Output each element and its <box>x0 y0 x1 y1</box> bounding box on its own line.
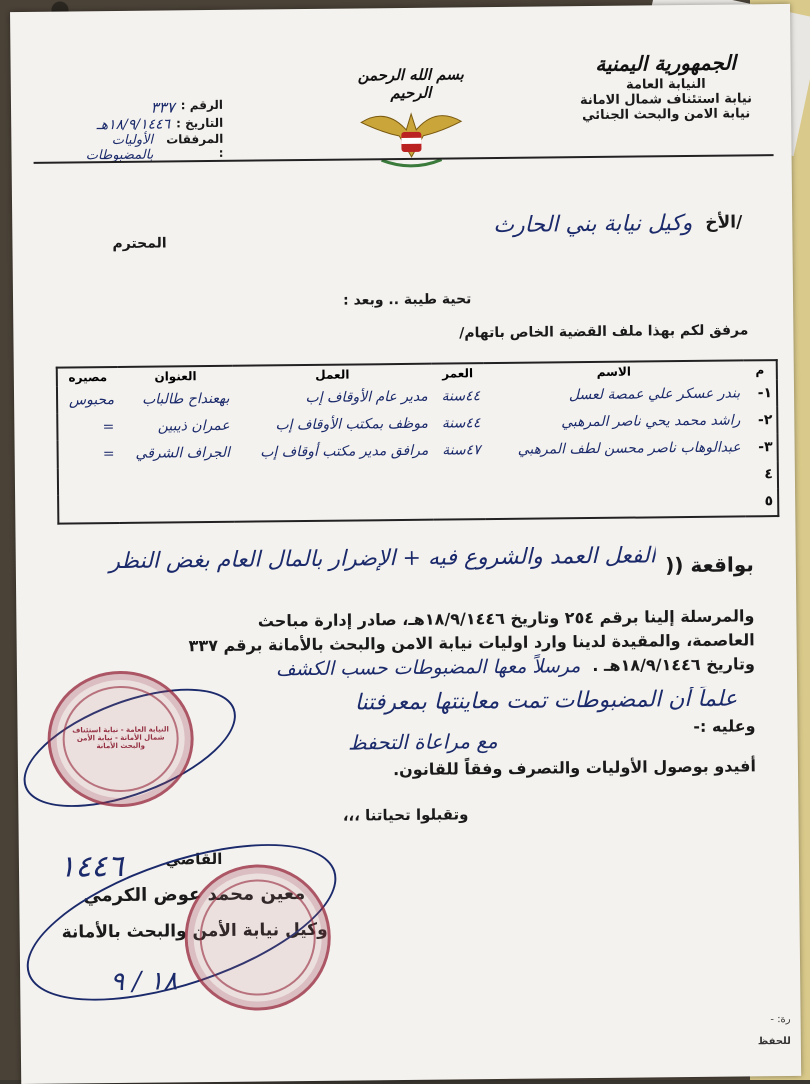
cell-address <box>119 493 235 523</box>
col-header-age: العمر <box>442 366 474 381</box>
republic-title: الجمهورية اليمنية <box>595 50 737 76</box>
cell-age: ٤٤سنة <box>441 414 481 432</box>
col-header-num: م <box>755 363 765 378</box>
date-label: التاريخ : <box>176 115 224 131</box>
cell-fate: = <box>102 418 115 435</box>
footer-line-2: للحفظ <box>757 1035 791 1048</box>
closing: وتقبلوا تحياتنا ،،، <box>342 805 469 825</box>
cell-name: عبدالوهاب ناصر محسن لطف المرهبي <box>517 439 741 458</box>
body-p2: العاصمة، والمقيدة لدينا وارد اوليات نيابة الامن والبحث بالأمانة برقم ٣٣٧ <box>188 630 755 656</box>
cell-num: ١- <box>757 384 773 401</box>
basmala: بسم الله الرحمن الرحيم <box>357 65 464 103</box>
cell-name <box>485 488 745 519</box>
cell-name <box>485 461 745 491</box>
hand-num: ١٤٤٦ <box>58 848 124 885</box>
ref-label: الرقم : <box>180 97 224 113</box>
cell-address: الجراف الشرقي <box>135 444 231 462</box>
cell-age <box>433 491 486 520</box>
cell-job <box>234 491 433 521</box>
cell-num: ٤ <box>764 466 773 483</box>
cell-fate <box>58 467 119 495</box>
hand-line-1: علماً أن المضبوطات تمت معاينتها بمعرفتنا <box>354 686 738 716</box>
col-header-fate: مصيره <box>68 370 108 385</box>
header-org <box>560 50 771 123</box>
cell-address: بهعنداح طالباب <box>141 390 230 408</box>
cell-job: موظف بمكتب الأوقاف إب <box>275 415 429 434</box>
cell-fate: محبوس <box>68 391 115 409</box>
attach-label: المرفقات : <box>166 131 224 160</box>
eagle-emblem-icon <box>351 101 472 172</box>
body-p1: والمرسلة إلينا برقم ٢٥٤ وتاريخ ١٨/٩/١٤٤٦هـ، صادر إدارة مباحث <box>257 606 755 631</box>
date-value: ١٨/٩/١٤٤٦هـ <box>96 116 171 134</box>
col-header-name: الاسم <box>596 364 632 379</box>
suspects-table <box>56 359 780 525</box>
col-header-job: العمل <box>315 367 350 382</box>
incident-value: الفعل العمد والشروع فيه + الإضرار بالمال العام بغض النظر <box>109 543 656 575</box>
cell-fate <box>58 495 119 524</box>
to-value: وكيل نيابة بني الحارث <box>493 210 693 239</box>
cell-age <box>432 464 485 492</box>
ref-value: ٣٣٧ <box>150 98 175 117</box>
cell-job <box>234 464 433 493</box>
hand-num-2: ١٨ / ٩ <box>110 966 178 998</box>
to-label: الأخ/ <box>705 212 743 233</box>
signature-name: معين محمد عوض الكرمي <box>83 883 306 907</box>
cell-job: مرافق مدير مكتب أوقاف إب <box>260 442 429 461</box>
footer-line-1: رة: - <box>770 1013 791 1026</box>
cell-num: ٥ <box>764 493 774 510</box>
body-p3: وتاريخ ١٨/٩/١٤٤٦هـ . <box>592 654 755 676</box>
stamp-text: النيابة العامة - نيابة استئناف شمال الأمانة - نيابة الأمن والبحث الأمانة <box>72 725 169 751</box>
cell-address <box>119 466 235 494</box>
col-header-address: العنوان <box>154 369 197 384</box>
cell-age: ٤٤سنة <box>441 387 481 405</box>
org-line-2: نيابة استئناف شمال الامانة <box>579 91 753 109</box>
cell-num: ٢- <box>757 411 773 429</box>
hand-line-2: مع مراعاة التحفظ <box>347 729 498 755</box>
signature-title: القاضي <box>165 849 223 869</box>
greeting: تحية طيبة .. وبعد : <box>342 291 472 309</box>
cell-job: مدير عام الأوقاف إب <box>305 388 428 406</box>
org-line-1: النيابة العامة <box>625 76 706 93</box>
letter-page <box>10 4 801 1084</box>
attach-sentence: مرفق لكم بهذا ملف القضية الخاص باتهام/ <box>459 322 749 342</box>
incident-label: بواقعة (( <box>665 552 754 578</box>
cell-name: بندر عسكر علي عمصة لعسل <box>568 385 741 403</box>
honorific: المحترم <box>112 235 167 253</box>
attach-value: الأوليات بالمضبوطات <box>85 132 154 164</box>
official-stamp <box>184 864 332 1012</box>
cell-address: عمران ذيبين <box>157 417 230 435</box>
cell-age: ٤٧سنة <box>442 442 481 459</box>
ref-block <box>43 98 224 164</box>
body-p3-hand: مرسلاً معها المضبوطات حسب الكشف <box>275 655 581 681</box>
body-text <box>34 604 755 684</box>
cell-name: راشد محمد يحي ناصر المرهبي <box>561 412 741 431</box>
official-stamp <box>47 670 194 808</box>
org-line-3: نيابة الامن والبحث الجنائي <box>582 106 751 124</box>
aliyah: وعليه :- <box>693 716 756 736</box>
body-p4: أفيدو بوصول الأوليات والتصرف وفقاً للقانون. <box>392 756 757 780</box>
cell-fate: = <box>102 445 115 463</box>
signature-position: وكيل نيابة الأمن والبحث بالأمانة <box>61 919 328 943</box>
cell-num: ٣- <box>758 439 773 456</box>
